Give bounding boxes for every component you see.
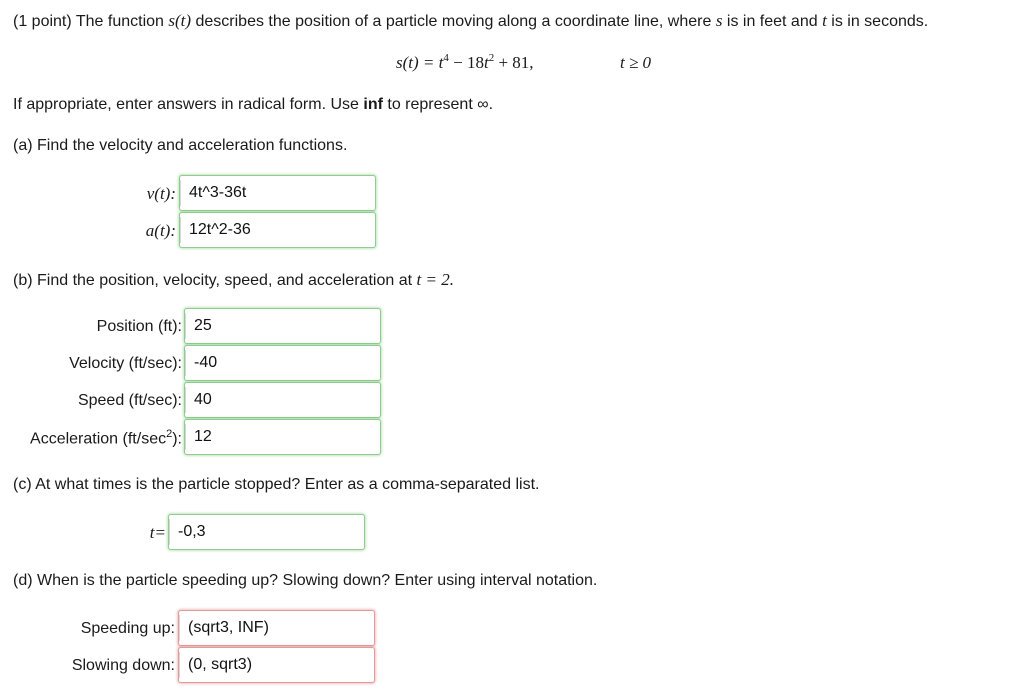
part-c-question: (c) At what times is the particle stopped? Enter as a comma-separated list.: [13, 476, 540, 493]
speed-value: 40: [194, 391, 212, 408]
problem-statement: [13, 11, 928, 31]
var-t: t: [822, 11, 827, 30]
instructions-prefix: If appropriate, enter answers in radical form. Use: [13, 96, 359, 113]
velocity-value: -40: [194, 354, 218, 371]
statement-text-b: describes the position of a particle moving along a coordinate line, where: [195, 13, 712, 30]
acceleration-function-value: 12t^2-36: [189, 221, 251, 238]
velocity-function-label-text: v(t):: [146, 184, 176, 203]
position-field[interactable]: [184, 308, 381, 344]
function-name: s(t): [168, 11, 192, 30]
speeding-up-field[interactable]: [178, 610, 375, 646]
acceleration-function-label-text: a(t):: [145, 221, 176, 240]
equation-t1: t: [438, 53, 444, 72]
stopped-times-field[interactable]: [168, 514, 365, 550]
equation-exp4: 4: [443, 52, 449, 64]
instructions: [13, 96, 493, 114]
equation-t2: t: [483, 53, 489, 72]
part-b-question-text: (b) Find the position, velocity, speed, and acceleration at: [13, 272, 413, 289]
slowing-down-field[interactable]: [178, 647, 375, 683]
velocity-label: Velocity (ft/sec):: [69, 355, 182, 372]
stopped-times-value: -0,3: [178, 523, 206, 540]
speed-label: Speed (ft/sec):: [77, 392, 182, 409]
equation-minus: − 18: [453, 53, 484, 72]
equation-lhs: s(t) =: [396, 53, 435, 72]
equation-exp2: 2: [488, 52, 495, 64]
speed-field[interactable]: [184, 382, 381, 418]
statement-text-c: is in feet and: [726, 13, 818, 30]
var-s: s: [715, 11, 723, 30]
position-label: Position (ft):: [96, 318, 182, 335]
statement-text-d: is in seconds.: [831, 13, 929, 30]
speeding-up-value: (sqrt3, INF): [188, 619, 269, 636]
position-value: 25: [194, 317, 212, 334]
acceleration-label-text: Acceleration (ft/sec: [30, 430, 167, 448]
acceleration-label-end: ):: [172, 430, 182, 448]
acceleration-function-field[interactable]: [179, 212, 376, 248]
velocity-function-label: [147, 184, 176, 204]
points-label: (1 point): [13, 13, 72, 30]
part-d-question: (d) When is the particle speeding up? Slowing down? Enter using interval notation.: [13, 572, 598, 589]
part-b-question: [13, 270, 454, 290]
slowing-down-value: (0, sqrt3): [188, 656, 253, 673]
equation-tail: + 81,: [498, 53, 534, 72]
slowing-down-label: Slowing down:: [71, 657, 175, 674]
instructions-keyword: inf: [363, 96, 383, 113]
instructions-suffix: to represent ∞.: [387, 96, 494, 113]
statement-text-a: The function: [75, 13, 164, 30]
velocity-function-value: 4t^3-36t: [189, 184, 247, 201]
part-b-time: t = 2.: [416, 270, 454, 289]
velocity-field[interactable]: [184, 345, 381, 381]
speeding-up-label: Speeding up:: [80, 620, 175, 637]
acceleration-label-exp: 2: [166, 428, 173, 440]
position-equation: [396, 53, 534, 73]
acceleration-field[interactable]: [184, 419, 381, 455]
velocity-function-field[interactable]: [179, 175, 376, 211]
acceleration-value: 12: [194, 428, 212, 445]
stopped-times-label: [150, 523, 166, 543]
equation-condition: [620, 53, 651, 73]
acceleration-function-label: [146, 221, 176, 241]
condition-text: t ≥ 0: [620, 53, 652, 72]
acceleration-label: [30, 428, 182, 448]
stopped-times-label-text: t=: [149, 523, 166, 542]
part-a-question: (a) Find the velocity and acceleration functions.: [13, 137, 348, 154]
